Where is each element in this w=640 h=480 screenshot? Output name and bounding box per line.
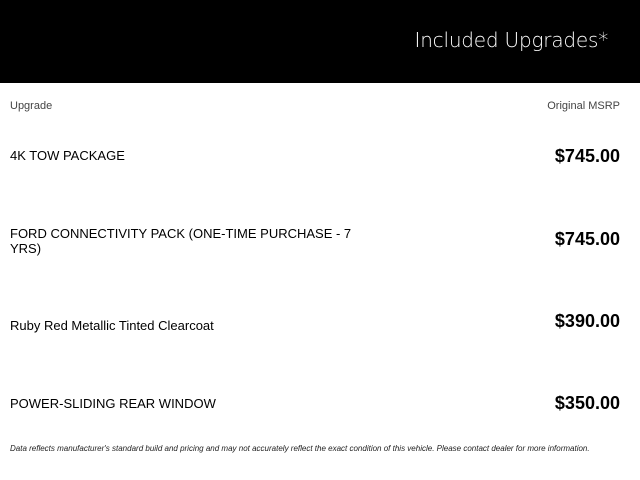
upgrade-price: $390.00 <box>554 311 620 331</box>
upgrade-price: $350.00 <box>554 393 620 413</box>
upgrade-name: 4K TOW PACKAGE <box>10 148 125 163</box>
column-header-upgrade: Upgrade <box>10 100 53 112</box>
upgrade-price: $745.00 <box>554 229 620 249</box>
upgrade-name: Ruby Red Metallic Tinted Clearcoat <box>10 318 214 333</box>
disclaimer-text: Data reflects manufacturer's standard build and pricing and may not accurately reflect the exact condition of this vehicle. Please contact dealer for more information. <box>10 444 590 453</box>
upgrade-price: $745.00 <box>554 146 620 166</box>
upgrade-name: POWER-SLIDING REAR WINDOW <box>10 396 216 411</box>
column-header-msrp: Original MSRP <box>547 100 620 112</box>
upgrade-name: FORD CONNECTIVITY PACK (ONE-TIME PURCHASE - 7 YRS) <box>10 226 352 256</box>
page-title: Included Upgrades* <box>414 28 608 52</box>
header-bar <box>0 0 640 83</box>
